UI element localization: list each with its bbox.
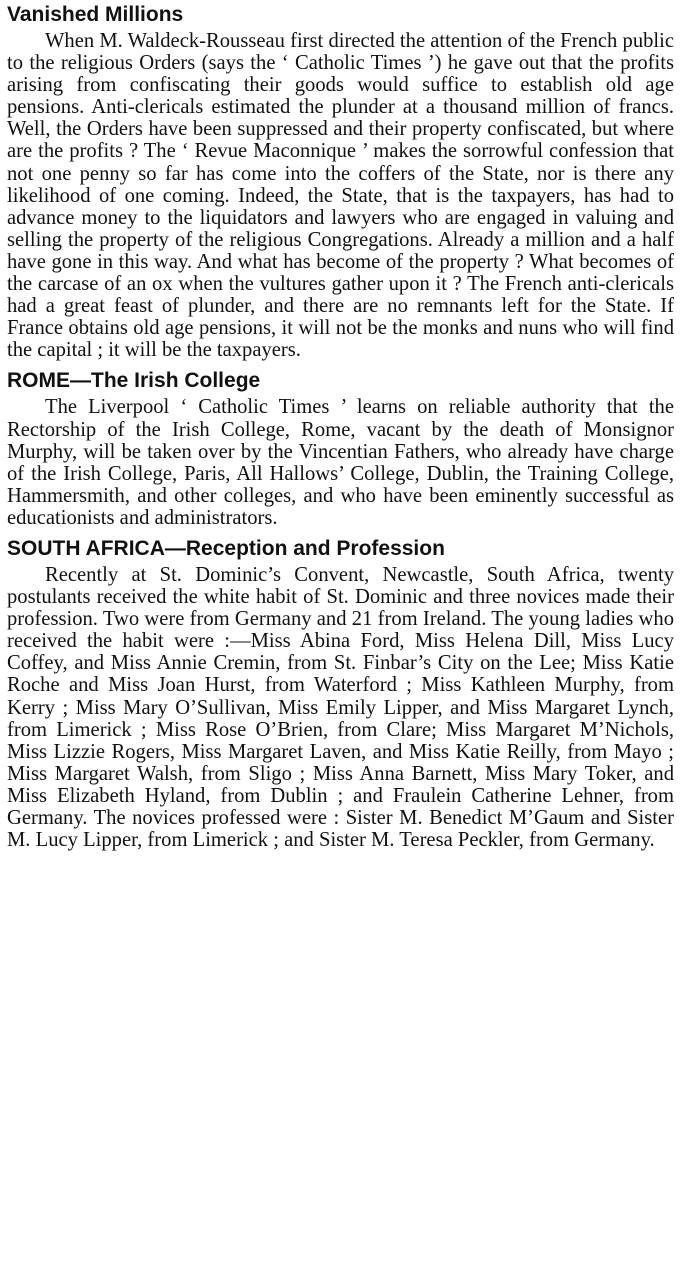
article-body: When M. Waldeck-Rousseau first directed the attention of the French public to the religious Orders (says the ‘ Catholic Times ’) he gave out that the profits arising from confiscating their goods would suffice to establish old age pensions. Anti-clericals estimated the plunder at a thousand million of francs. Well, the Orders have been suppressed and their property confiscated, but where are the profits ? The ‘ Revue Maconnique ’ makes the sorrowful confession that not one penny so far has come into the coffers of the State, nor is there any likelihood of one coming. Indeed, the State, that is the taxpayers, has had to advance money to the liquidators and lawyers who are engaged in valuing and selling the property of the religious Congregations. Already a million and a half have gone in this way. And what has become of the property ? What becomes of the carcase of an ox when the vultures gather upon it ? The French anti-clericals had a great feast of plunder, and there are no remnants left for the State. If France obtains old age pensions, it will not be the monks and nuns who will find the capital ; it will be the taxpayers. (7, 30, 674, 362)
article-body: Recently at St. Dominic’s Convent, Newcastle, South Africa, twenty postulants received the white habit of St. Dominic and three novices made their profession. Two were from Germany and 21 from Ireland. The young ladies who received the habit were :—Miss Abina Ford, Miss Helena Dill, Miss Lucy Coffey, and Miss Annie Cremin, from St. Finbar’s City on the Lee; Miss Katie Roche and Miss Joan Hurst, from Waterford ; Miss Kathleen Murphy, from Kerry ; Miss Mary O’Sullivan, Miss Emily Lipper, and Miss Margaret Lynch, from Limerick ; Miss Rose O’Brien, from Clare; Miss Margaret M’Nichols, Miss Lizzie Rogers, Miss Margaret Laven, and Miss Katie Reilly, from Mayo ; Miss Margaret Walsh, from Sligo ; Miss Anna Barnett, Miss Mary Toker, and Miss Elizabeth Hyland, from Dublin ; and Fraulein Catherine Lehner, from Germany. The novices professed were : Sister M. Benedict M’Gaum and Sister M. Lucy Lipper, from Limerick ; and Sister M. Teresa Peckler, from Germany. (7, 563, 674, 852)
article-vanished-millions (7, 2, 674, 361)
article-headline: ROME—The Irish College (7, 369, 261, 393)
article-rome-irish-college (7, 368, 674, 529)
article-headline: SOUTH AFRICA—Reception and Profession (7, 536, 445, 560)
article-headline: Vanished Millions (7, 3, 184, 26)
article-body: The Liverpool ‘ Catholic Times ’ learns on reliable authority that the Rectorship of the Irish College, Rome, vacant by the death of Monsignor Murphy, will be taken over by the Vincentian Fathers, who already have charge of the Irish College, Paris, All Hallows’ College, Dublin, the Training College, Hammersmith, and other colleges, and who have been eminently successful as educationists and administrators. (7, 396, 674, 529)
article-south-africa-reception (7, 536, 674, 851)
